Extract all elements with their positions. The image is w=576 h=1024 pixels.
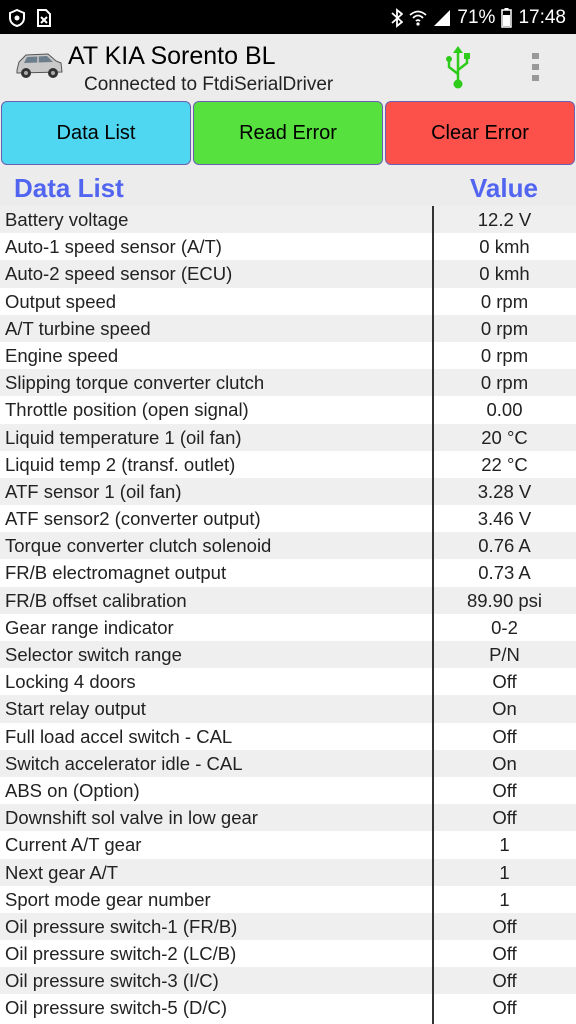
overflow-menu-icon[interactable] [526,50,546,84]
shield-icon [8,8,26,28]
clock: 17:48 [518,7,566,28]
row-label: Auto-2 speed sensor (ECU) [5,263,233,285]
row-value: 1 [499,888,510,910]
row-label: Engine speed [5,344,119,366]
read-error-button[interactable]: Read Error [193,101,383,165]
row-value: Off [492,915,517,937]
car-icon [14,50,64,82]
row-label: Gear range indicator [5,616,174,638]
row-label: Slipping torque converter clutch [5,372,265,394]
table-row[interactable] [0,723,576,750]
table-row[interactable] [0,777,576,804]
battery-icon [501,8,512,28]
table-row[interactable] [0,614,576,641]
row-label: Battery voltage [5,209,129,230]
row-value: 0 rpm [480,290,529,312]
row-value: Off [492,943,517,965]
table-row[interactable] [0,994,576,1021]
row-value: 3.46 V [477,508,532,530]
row-label: Oil pressure switch-3 (I/C) [5,970,219,992]
row-label: ATF sensor2 (converter output) [5,508,261,530]
table-row[interactable] [0,369,576,396]
row-value: 0 rpm [480,372,529,394]
row-label: Locking 4 doors [5,671,136,693]
row-value: 89.90 psi [466,589,543,611]
row-value: 3.28 V [477,480,532,502]
table-row[interactable] [0,478,576,505]
no-sim-icon [36,8,52,28]
table-row[interactable] [0,750,576,777]
row-value: Off [492,807,517,829]
row-label: Oil pressure switch-2 (LC/B) [5,943,237,965]
row-value: Off [492,970,517,992]
table-header [0,170,576,206]
row-value: 1 [499,834,510,856]
row-label: Throttle position (open signal) [5,399,249,421]
table-row[interactable] [0,886,576,913]
table-row[interactable] [0,940,576,967]
row-label: ABS on (Option) [5,779,140,801]
row-label: ATF sensor 1 (oil fan) [5,480,182,502]
row-value: 0 rpm [480,317,529,339]
table-row[interactable] [0,559,576,586]
row-value: Off [492,779,517,801]
row-value: 0 kmh [479,236,530,258]
signal-icon [433,9,451,27]
table-row[interactable] [0,396,576,423]
row-label: FR/B offset calibration [5,589,187,611]
row-value: 1 [499,861,510,883]
app-header [0,34,576,98]
wifi-icon [409,10,427,26]
table-row[interactable] [0,668,576,695]
table-row[interactable] [0,831,576,858]
row-label: A/T turbine speed [5,317,151,339]
row-label: Next gear A/T [5,861,119,883]
row-label: FR/B electromagnet output [5,562,227,584]
row-value: 0-2 [491,616,518,638]
battery-percent: 71% [457,7,496,28]
data-list[interactable] [0,206,576,1022]
table-row[interactable] [0,505,576,532]
row-value: P/N [489,644,520,665]
column-header-value: Value [470,173,538,203]
row-value: 0 kmh [479,263,530,285]
table-row[interactable] [0,859,576,886]
row-label: Sport mode gear number [5,888,211,910]
row-value: 12.2 V [477,209,532,230]
row-value: Off [492,671,517,693]
row-label: Oil pressure switch-1 (FR/B) [5,915,238,937]
table-row[interactable] [0,288,576,315]
row-value: Off [492,997,517,1019]
table-row[interactable] [0,260,576,287]
app-title: AT KIA Sorento BL [68,42,276,70]
row-label: Current A/T gear [5,834,142,856]
row-label: Liquid temp 2 (transf. outlet) [5,453,236,475]
row-label: Downshift sol valve in low gear [5,807,258,829]
row-label: Selector switch range [5,644,182,665]
column-divider [432,206,434,1024]
clear-error-button[interactable]: Clear Error [385,101,575,165]
row-label: Torque converter clutch solenoid [5,535,272,557]
row-label: Full load accel switch - CAL [5,725,233,747]
row-value: On [492,698,517,720]
column-header-name: Data List [14,173,124,203]
row-label: Switch accelerator idle - CAL [5,752,243,774]
table-row[interactable] [0,315,576,342]
table-row[interactable] [0,532,576,559]
row-value: 0.73 A [478,562,531,584]
row-value: On [492,752,517,774]
table-row[interactable] [0,451,576,478]
row-value: 20 °C [481,426,528,448]
table-row[interactable] [0,695,576,722]
row-label: Start relay output [5,698,146,720]
table-row[interactable] [0,424,576,451]
row-label: Output speed [5,290,117,312]
table-row[interactable] [0,641,576,668]
bluetooth-icon [391,8,403,28]
row-label: Liquid temperature 1 (oil fan) [5,426,242,448]
usb-icon[interactable] [444,44,472,90]
table-row[interactable] [0,342,576,369]
table-row[interactable] [0,206,576,233]
table-row[interactable] [0,233,576,260]
table-row[interactable] [0,913,576,940]
action-buttons [0,98,576,170]
table-row[interactable] [0,587,576,614]
table-row[interactable] [0,967,576,994]
row-value: 0 rpm [480,344,529,366]
data-list-button[interactable]: Data List [1,101,191,165]
row-value: 22 °C [481,453,528,475]
row-value: 0.76 A [478,535,531,557]
row-value: Off [492,725,517,747]
row-label: Oil pressure switch-5 (D/C) [5,997,228,1019]
connection-status: Connected to FtdiSerialDriver [84,74,334,95]
row-value: 0.00 [486,399,523,421]
status-bar [0,0,576,34]
row-label: Auto-1 speed sensor (A/T) [5,236,222,258]
table-row[interactable] [0,804,576,831]
